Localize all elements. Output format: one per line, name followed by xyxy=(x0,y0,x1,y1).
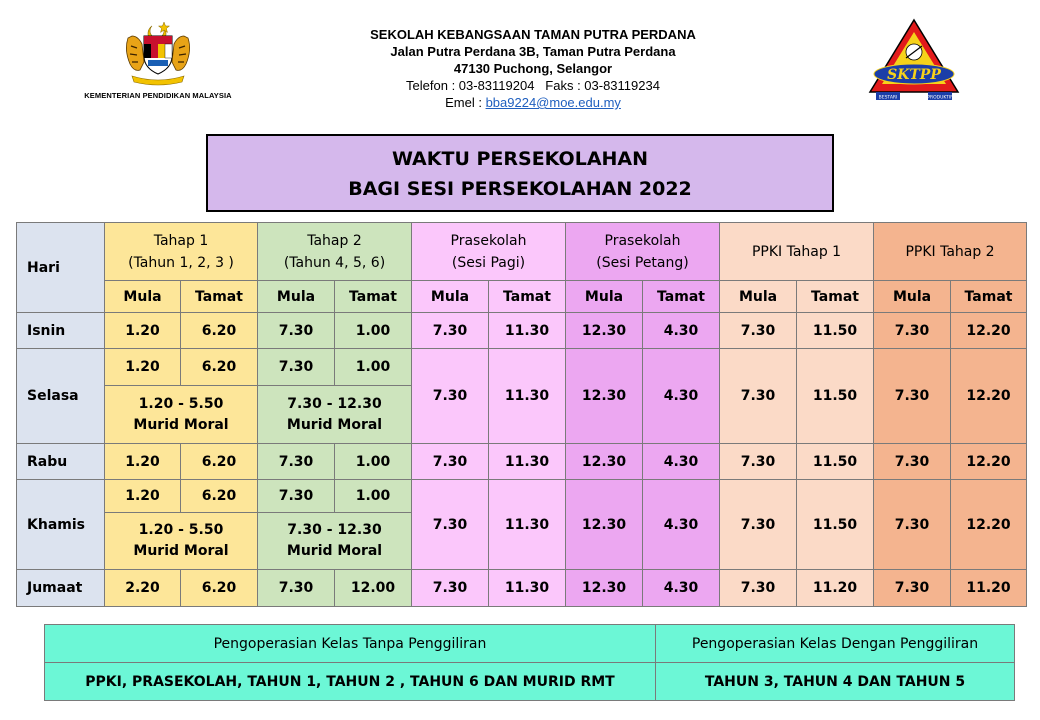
time-cell: 11.20 xyxy=(797,570,874,607)
time-cell: 11.30 xyxy=(489,480,566,570)
time-cell: 7.30 xyxy=(258,570,335,607)
group-header-tahap2: Tahap 2 (Tahun 4, 5, 6) xyxy=(258,223,412,281)
day-cell: Selasa xyxy=(17,349,105,444)
time-cell: 11.50 xyxy=(797,444,874,480)
ministry-name: KEMENTERIAN PENDIDIKAN MALAYSIA xyxy=(84,91,232,100)
ministry-crest xyxy=(78,18,238,108)
logo-right-text: PRODUKTIF xyxy=(927,95,953,101)
operations-table xyxy=(44,624,1015,701)
time-cell: 11.30 xyxy=(489,313,566,349)
table-row xyxy=(17,480,1027,513)
time-cell: 12.20 xyxy=(951,444,1027,480)
end-label: Tamat xyxy=(335,281,412,313)
operations-header-row xyxy=(45,625,1015,663)
time-cell: 7.30 xyxy=(720,313,797,349)
time-cell: 12.30 xyxy=(566,570,643,607)
time-cell: 4.30 xyxy=(643,313,720,349)
end-label: Tamat xyxy=(797,281,874,313)
email-label: Emel : xyxy=(445,95,486,110)
time-cell: 12.30 xyxy=(566,444,643,480)
group-header-ppki2: PPKI Tahap 2 xyxy=(874,223,1027,281)
time-cell: 11.30 xyxy=(489,570,566,607)
start-label: Mula xyxy=(258,281,335,313)
time-cell: 1.00 xyxy=(335,313,412,349)
day-column-header: Hari xyxy=(17,223,105,313)
group-header-tahap1: Tahap 1 (Tahun 1, 2, 3 ) xyxy=(105,223,258,281)
page-title-box xyxy=(206,134,834,212)
coat-of-arms-icon xyxy=(122,18,194,86)
end-label: Tamat xyxy=(951,281,1027,313)
start-label: Mula xyxy=(566,281,643,313)
table-row xyxy=(17,349,1027,386)
time-cell: 7.30 xyxy=(874,570,951,607)
time-cell: 7.30 xyxy=(258,313,335,349)
without-rotation-value: PPKI, PRASEKOLAH, TAHUN 1, TAHUN 2 , TAHUN 6 DAN MURID RMT xyxy=(45,663,656,701)
logo-text: SKTPP xyxy=(887,67,941,83)
school-name: SEKOLAH KEBANGSAAN TAMAN PUTRA PERDANA xyxy=(370,27,696,42)
start-label: Mula xyxy=(412,281,489,313)
time-cell: 4.30 xyxy=(643,444,720,480)
group-header-row xyxy=(17,223,1027,281)
time-cell: 7.30 xyxy=(874,480,951,570)
moral-cell-tahap1: 1.20 - 5.50 Murid Moral xyxy=(105,386,258,444)
moral-cell-tahap2: 7.30 - 12.30 Murid Moral xyxy=(258,513,412,570)
time-cell: 7.30 xyxy=(720,480,797,570)
time-cell: 1.00 xyxy=(335,480,412,513)
time-cell: 12.20 xyxy=(951,480,1027,570)
time-cell: 7.30 xyxy=(720,444,797,480)
day-cell: Khamis xyxy=(17,480,105,570)
time-cell: 7.30 xyxy=(258,480,335,513)
time-cell: 1.00 xyxy=(335,444,412,480)
day-cell: Jumaat xyxy=(17,570,105,607)
moral-cell-tahap2: 7.30 - 12.30 Murid Moral xyxy=(258,386,412,444)
school-logo-icon xyxy=(860,18,968,104)
operations-value-row xyxy=(45,663,1015,701)
phone-fax: Telefon : 03-83119204 Faks : 03-83119234 xyxy=(406,78,660,93)
email-line xyxy=(300,94,766,111)
time-cell: 6.20 xyxy=(181,444,258,480)
page-subtitle: BAGI SESI PERSEKOLAHAN 2022 xyxy=(348,178,692,200)
time-cell: 11.30 xyxy=(489,349,566,444)
table-row xyxy=(17,313,1027,349)
time-cell: 7.30 xyxy=(258,349,335,386)
table-row xyxy=(17,570,1027,607)
email-link[interactable]: bba9224@moe.edu.my xyxy=(485,95,621,110)
time-cell: 7.30 xyxy=(412,349,489,444)
end-label: Tamat xyxy=(643,281,720,313)
address-line-2: 47130 Puchong, Selangor xyxy=(453,61,613,76)
time-cell: 1.20 xyxy=(105,480,181,513)
schedule-table xyxy=(16,222,1027,607)
school-address-block xyxy=(300,26,766,111)
time-cell: 11.50 xyxy=(797,313,874,349)
time-cell: 12.30 xyxy=(566,313,643,349)
time-cell: 7.30 xyxy=(412,444,489,480)
end-label: Tamat xyxy=(489,281,566,313)
table-row xyxy=(17,444,1027,480)
moral-cell-tahap1: 1.20 - 5.50 Murid Moral xyxy=(105,513,258,570)
time-cell: 12.20 xyxy=(951,349,1027,444)
time-cell: 2.20 xyxy=(105,570,181,607)
time-cell: 4.30 xyxy=(643,349,720,444)
start-label: Mula xyxy=(720,281,797,313)
page-title: WAKTU PERSEKOLAHAN xyxy=(391,148,649,170)
time-cell: 7.30 xyxy=(874,444,951,480)
time-cell: 11.50 xyxy=(797,349,874,444)
logo-left-text: BESTARI xyxy=(878,95,898,101)
time-cell: 6.20 xyxy=(181,480,258,513)
time-cell: 12.20 xyxy=(951,313,1027,349)
time-cell: 7.30 xyxy=(412,480,489,570)
time-cell: 12.00 xyxy=(335,570,412,607)
school-logo xyxy=(860,18,968,104)
time-cell: 6.20 xyxy=(181,313,258,349)
start-label: Mula xyxy=(105,281,181,313)
time-cell: 11.50 xyxy=(797,480,874,570)
time-cell: 4.30 xyxy=(643,570,720,607)
time-cell: 7.30 xyxy=(412,313,489,349)
day-cell: Isnin xyxy=(17,313,105,349)
group-header-prasekolah-petang: Prasekolah (Sesi Petang) xyxy=(566,223,720,281)
with-rotation-header: Pengoperasian Kelas Dengan Penggiliran xyxy=(656,625,1015,663)
time-cell: 11.30 xyxy=(489,444,566,480)
time-cell: 1.20 xyxy=(105,444,181,480)
time-cell: 6.20 xyxy=(181,349,258,386)
end-label: Tamat xyxy=(181,281,258,313)
time-cell: 4.30 xyxy=(643,480,720,570)
subheader-row xyxy=(17,281,1027,313)
address-line-1: Jalan Putra Perdana 3B, Taman Putra Perdana xyxy=(390,44,676,59)
time-cell: 7.30 xyxy=(874,313,951,349)
with-rotation-value: TAHUN 3, TAHUN 4 DAN TAHUN 5 xyxy=(656,663,1015,701)
day-cell: Rabu xyxy=(17,444,105,480)
time-cell: 6.20 xyxy=(181,570,258,607)
time-cell: 7.30 xyxy=(720,349,797,444)
time-cell: 12.30 xyxy=(566,480,643,570)
time-cell: 7.30 xyxy=(874,349,951,444)
start-label: Mula xyxy=(874,281,951,313)
time-cell: 7.30 xyxy=(412,570,489,607)
group-header-ppki1: PPKI Tahap 1 xyxy=(720,223,874,281)
time-cell: 1.20 xyxy=(105,349,181,386)
time-cell: 11.20 xyxy=(951,570,1027,607)
group-header-prasekolah-pagi: Prasekolah (Sesi Pagi) xyxy=(412,223,566,281)
time-cell: 7.30 xyxy=(720,570,797,607)
time-cell: 7.30 xyxy=(258,444,335,480)
time-cell: 1.00 xyxy=(335,349,412,386)
time-cell: 1.20 xyxy=(105,313,181,349)
without-rotation-header: Pengoperasian Kelas Tanpa Penggiliran xyxy=(45,625,656,663)
time-cell: 12.30 xyxy=(566,349,643,444)
